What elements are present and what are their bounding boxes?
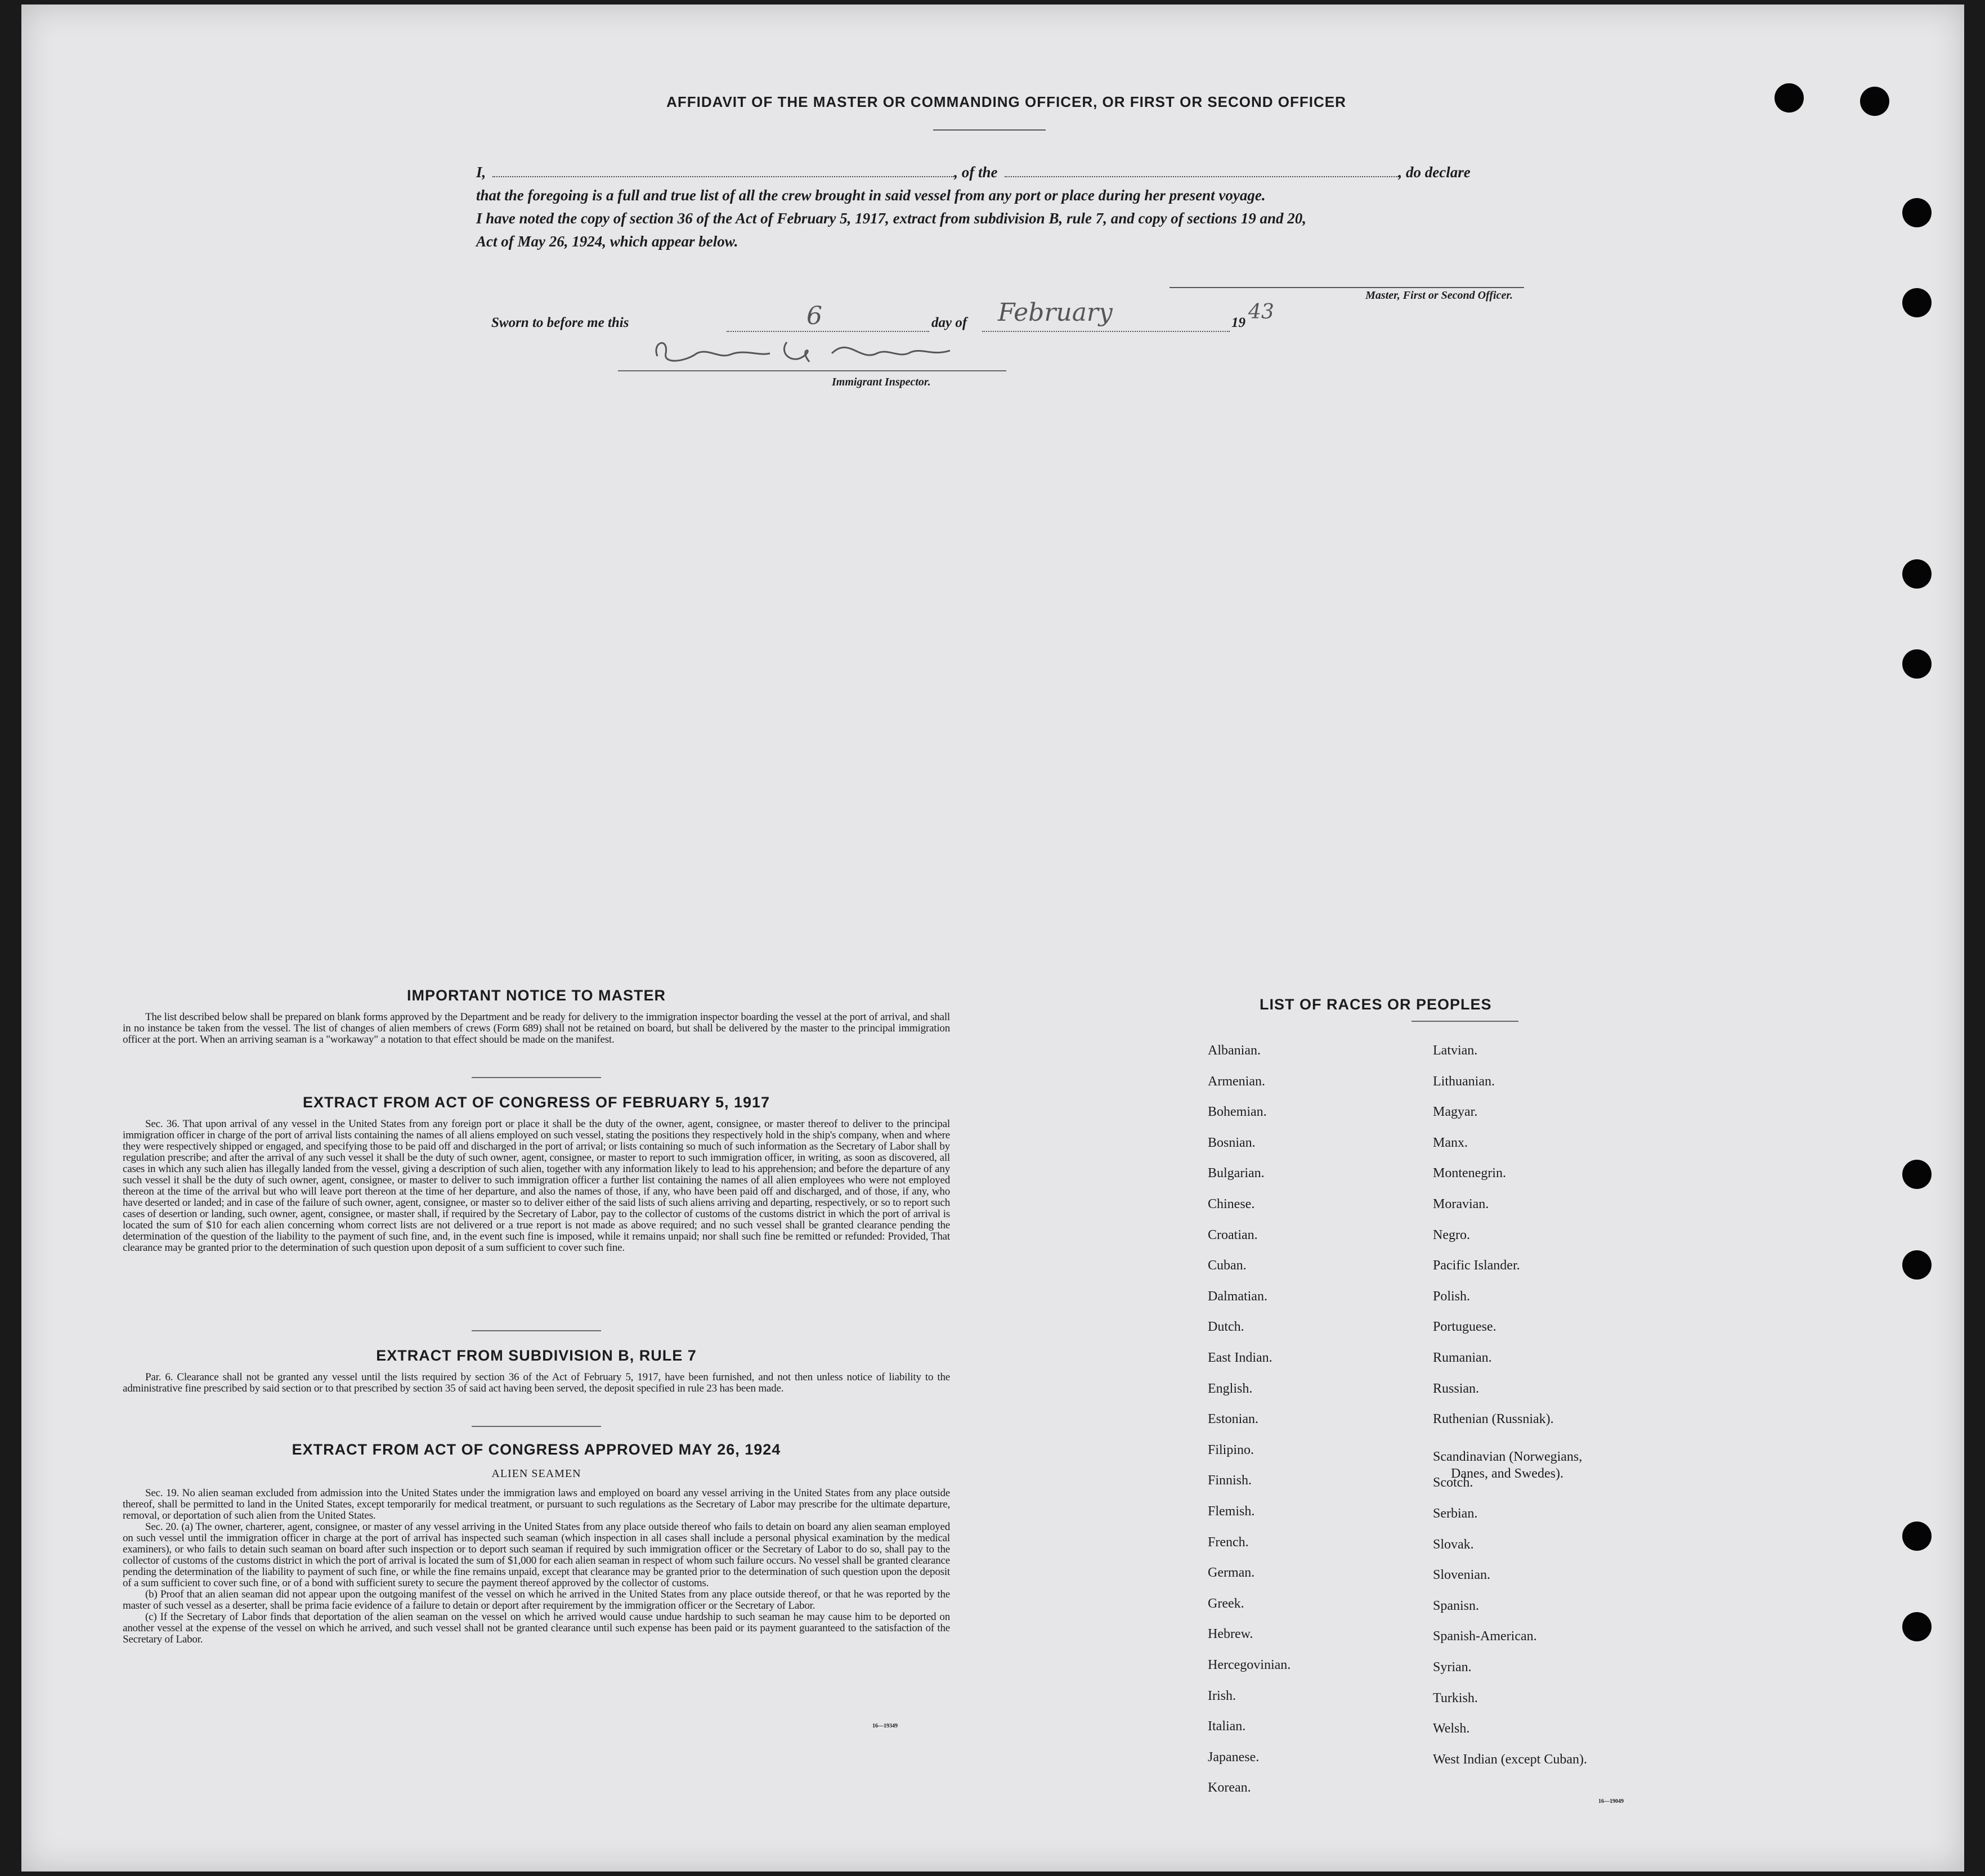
race-item: Bulgarian.	[1208, 1166, 1265, 1181]
race-item: Danes, and Swedes).	[1451, 1466, 1563, 1481]
race-item: Montenegrin.	[1433, 1166, 1506, 1181]
race-item: Croatian.	[1208, 1228, 1258, 1242]
inspector-signature	[646, 331, 984, 376]
name-field[interactable]	[492, 163, 954, 177]
race-item: Armenian.	[1208, 1074, 1265, 1089]
month-field-line	[982, 330, 1230, 332]
race-item: Slovak.	[1433, 1537, 1474, 1552]
notice-text	[123, 1012, 950, 1045]
race-item: Ruthenian (Russniak).	[1433, 1412, 1554, 1426]
master-signature-caption: Master, First or Second Officer.	[1365, 289, 1513, 302]
decl-do-declare: , do declare	[1398, 164, 1471, 181]
race-item: Pacific Islander.	[1433, 1258, 1520, 1273]
race-item: Flemish.	[1208, 1504, 1255, 1519]
race-item: Dutch.	[1208, 1320, 1244, 1334]
race-item: Syrian.	[1433, 1660, 1472, 1675]
race-item: Rumanian.	[1433, 1350, 1492, 1365]
sworn-month: February	[998, 298, 1113, 327]
race-item: French.	[1208, 1535, 1249, 1550]
form-code-left: 16—19349	[872, 1723, 898, 1729]
decl-line2: that the foregoing is a full and true list of all the crew brought in said vessel from any port or place during her present voyage.	[476, 187, 1266, 204]
race-item: Italian.	[1208, 1719, 1246, 1734]
year-prefix: 19	[1231, 315, 1245, 330]
race-item: Negro.	[1433, 1228, 1470, 1242]
race-item: German.	[1208, 1565, 1255, 1580]
race-item: Polish.	[1433, 1289, 1471, 1304]
race-item: West Indian (except Cuban).	[1433, 1752, 1587, 1767]
affidavit-title: AFFIDAVIT OF THE MASTER OR COMMANDING OFFICER, OR FIRST OR SECOND OFFICER	[666, 93, 1346, 110]
sec19-paragraph: Sec. 19. No alien seaman excluded from admission into the United States under the immigration laws and employed on board any vessel arriving in the United States from any place outside thereof, shall be permitted to land in the United States, except temporarily for medical treatment, or pursuant to such regulations as the Secretary of Labor may prescribe for the ultimate departure, removal, or deportation of such alien from the United States.	[123, 1487, 950, 1522]
race-item: Magyar.	[1433, 1105, 1478, 1119]
inspector-signature-line	[618, 370, 1006, 371]
punch-hole	[1902, 198, 1932, 227]
race-item: Manx.	[1433, 1136, 1468, 1150]
race-item: Irish.	[1208, 1689, 1236, 1703]
race-item: Cuban.	[1208, 1258, 1247, 1273]
punch-hole	[1902, 1160, 1932, 1189]
race-item: Greek.	[1208, 1596, 1244, 1611]
race-item: English.	[1208, 1381, 1253, 1396]
race-item: Slovenian.	[1433, 1568, 1490, 1582]
race-item: Chinese.	[1208, 1197, 1255, 1211]
rule7-text	[123, 1372, 950, 1394]
race-item: Korean.	[1208, 1780, 1251, 1795]
sworn-label: Sworn to before me this	[491, 315, 629, 330]
punch-hole	[1902, 559, 1932, 589]
race-item: Spanish-American.	[1433, 1629, 1537, 1644]
sec20b-paragraph: (b) Proof that an alien seaman did not appear upon the outgoing manifest of the vessel on which he arrived in the United States from any place outside thereof, or that he was reported by the master of such vessel as a deserter, shall be prima facie evidence of a failure to detain or deport after requirement by the immigration officer or the Secretary of Labor.	[123, 1588, 950, 1612]
decl-line3: I have noted the copy of section 36 of the Act of February 5, 1917, extract from subdivision B, rule 7, and copy of sections 19 and 20,	[476, 210, 1306, 227]
race-item: Hercegovinian.	[1208, 1658, 1291, 1672]
punch-hole	[1902, 1250, 1932, 1280]
race-item: Filipino.	[1208, 1443, 1254, 1457]
notice-paragraph: The list described below shall be prepared on blank forms approved by the Department and be ready for delivery to the immigration inspector boarding the vessel at the port of arrival, and shall in no instance be taken from the vessel. The list of changes of alien members of crews (Form 689) shall not be retained on board, but shall be delivered by the master to the principal immigration officer at the port. When an arriving seaman is a "workaway" a notation to that effect should be made on the manifest.	[123, 1011, 950, 1045]
act1917-text	[123, 1119, 950, 1254]
act1917-paragraph: Sec. 36. That upon arrival of any vessel in the United States from any foreign port or place it shall be the duty of the owner, agent, consignee, or master thereof to deliver to the principal immigration officer in charge of the port of arrival lists containing the names of all aliens employed on such vessel, stating the positions they respectively hold in the ship's company, when and where they were respectively shipped or engaged, and specifying those to be paid off and discharged in the port of arrival; or lists containing so much of such information as the Secretary of Labor shall by regulation prescribe; and after the arrival of any such vessel it shall be the duty of such owner, agent, consignee, or master to report to such immigration officer, in writing, as soon as discovered, all cases in which any such alien has illegally landed from the vessel, giving a description of such alien, together with any information likely to lead to his apprehension; and before the departure of any such vessel it shall be the duty of such owner, agent, consignee, or master to deliver to such immigration officer a further list containing the names of all alien employees who were not employed thereon at the time of the arrival but who will leave port thereon at the time of her departure, and also the names of those, if any, who have been paid off and discharged, and of those, if any, who have deserted or landed; and in case of the failure of such owner, agent, consignee, or master so to deliver either of the said lists of such aliens arriving and departing, respectively, or so to report such cases of desertion or landing, such owner, agent, consignee, or master shall, if required by the Secretary of Labor, pay to the collector of customs of the customs district in which the port of arrival is located the sum of $10 for each alien concerning whom correct lists are not delivered or a true report is not made as above required; and no such vessel shall be granted clearance pending the determination of the question of the liability to the payment of such fine, and, in the event such fine is imposed, while it remains unpaid; nor shall such fine be remitted or refunded: Provided, That clearance may be granted prior to the determination of such question upon deposit of a sum sufficient to cover such fine.	[123, 1118, 950, 1254]
race-item: Spanisn.	[1433, 1599, 1480, 1613]
race-item: East Indian.	[1208, 1350, 1272, 1365]
punch-hole	[1860, 87, 1889, 116]
sec20c-paragraph: (c) If the Secretary of Labor finds that deportation of the alien seaman on the vessel on which he arrived would cause undue hardship to such seaman he may cause him to be deported on another vessel at the expense of the vessel on which he arrived, and such vessel shall not be granted clearance until such expense has been paid or its payment guaranteed to the satisfaction of the Secretary of Labor.	[123, 1611, 950, 1645]
race-item: Serbian.	[1433, 1506, 1478, 1521]
sworn-year: 43	[1248, 300, 1274, 324]
document-page	[21, 5, 1964, 1871]
section-divider	[472, 1426, 601, 1427]
inspector-caption: Immigrant Inspector.	[832, 376, 931, 388]
decl-line4: Act of May 26, 1924, which appear below.	[476, 233, 738, 250]
rule7-paragraph: Par. 6. Clearance shall not be granted any vessel until the lists required by section 36 of the Act of February 5, 1917, have been furnished, and not then unless notice of liability to the administrative fine prescribed by said section or to that prescribed by section 35 of said act having been served, the deposit specified in rule 23 has been made.	[123, 1371, 950, 1394]
race-item: Moravian.	[1433, 1197, 1489, 1211]
declaration	[476, 161, 1551, 253]
notice-title: IMPORTANT NOTICE TO MASTER	[407, 987, 666, 1004]
form-code-right: 16—19049	[1598, 1798, 1624, 1805]
act1917-title: EXTRACT FROM ACT OF CONGRESS OF FEBRUARY 5, 1917	[302, 1094, 770, 1111]
sec20a-paragraph: Sec. 20. (a) The owner, charterer, agent, consignee, or master of any vessel arriving in the United States from any place outside thereof who fails to detain on board any alien seaman employed on such vessel until the immigration officer in charge at the port of arrival has inspected such seaman (which inspection in all cases shall include a personal physical examination by the medical examiners), or who fails to detain such seaman on board after such inspection or to deport such seaman if required by such immigration officer or the Secretary of Labor to do so, shall pay to the collector of customs of the customs district in which the port of arrival is located the sum of $1,000 for each alien seaman in respect of whom such failure occurs. No vessel shall be granted clearance pending the determination of the liability to payment of such fine, or while the fine remains unpaid, except that clearance may be granted prior to the determination of such question upon the deposit of a sum sufficient to cover such fine, or of a bond with sufficient surety to secure the payment thereof approved by the collector of customs.	[123, 1521, 950, 1589]
race-item: Hebrew.	[1208, 1627, 1253, 1641]
race-item: Scandinavian (Norwegians,	[1433, 1449, 1583, 1464]
punch-hole	[1902, 1612, 1932, 1641]
race-item: Japanese.	[1208, 1750, 1260, 1765]
master-signature-line[interactable]	[1170, 287, 1524, 288]
act1924-subtitle: ALIEN SEAMEN	[491, 1467, 581, 1480]
section-divider	[472, 1077, 601, 1078]
race-item: Portuguese.	[1433, 1320, 1496, 1334]
race-item: Bosnian.	[1208, 1136, 1256, 1150]
races-title: LIST OF RACES OR PEOPLES	[1260, 996, 1492, 1013]
rule7-title: EXTRACT FROM SUBDIVISION B, RULE 7	[376, 1347, 697, 1364]
day-of-label: day of	[931, 315, 967, 330]
race-item: Latvian.	[1433, 1043, 1478, 1058]
punch-hole	[1902, 649, 1932, 679]
punch-hole	[1902, 1522, 1932, 1551]
sworn-day: 6	[806, 302, 822, 330]
race-item: Scotch.	[1433, 1475, 1473, 1490]
race-item: Finnish.	[1208, 1473, 1252, 1488]
decl-i: I,	[476, 164, 486, 181]
race-item: Estonian.	[1208, 1412, 1258, 1426]
punch-hole	[1902, 288, 1932, 317]
title-rule	[933, 129, 1046, 131]
race-item: Bohemian.	[1208, 1105, 1267, 1119]
race-item: Turkish.	[1433, 1691, 1478, 1706]
punch-hole	[1775, 83, 1804, 113]
races-title-rule	[1412, 1021, 1518, 1022]
race-item: Albanian.	[1208, 1043, 1261, 1058]
vessel-field[interactable]	[1005, 163, 1399, 177]
act1924-text	[123, 1488, 950, 1645]
section-divider	[472, 1330, 601, 1331]
race-item: Dalmatian.	[1208, 1289, 1267, 1304]
decl-of-the: , of the	[954, 164, 998, 181]
race-item: Welsh.	[1433, 1721, 1470, 1736]
race-item: Russian.	[1433, 1381, 1480, 1396]
act1924-title: EXTRACT FROM ACT OF CONGRESS APPROVED MAY 26, 1924	[292, 1441, 781, 1458]
race-item: Lithuanian.	[1433, 1074, 1495, 1089]
